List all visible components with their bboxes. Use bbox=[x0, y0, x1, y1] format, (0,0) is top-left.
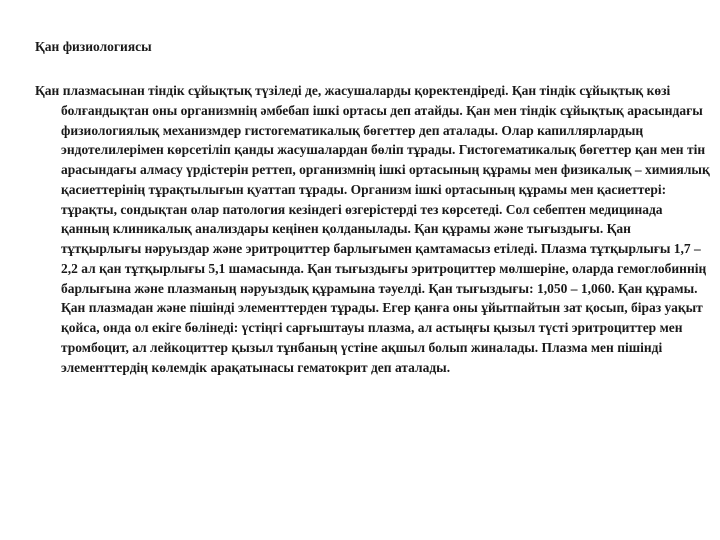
page-title: Қан физиологиясы bbox=[35, 39, 152, 54]
body-paragraph: Қан плазмасынан тіндік сұйықтық түзіледі де, жасушаларды қоректендіреді. Қан тіндік сұйықтық көзі болғандықтан оны организмнің әмбебап ішкі ортасы деп атайды. Қан мен тіндік сұйықтық арасындағы физиологиялық механизмдер гистогематикалық бөгеттер деп аталады. Олар капиллярлардың эндотелилерімен көрсетіліп қанды жасушалардан бөліп тұрады. Гистогематикалық бөгеттер қан мен тін арасындағы алмасу үрдістерін реттеп, организмнің ішкі ортасының құрамы мен физикалық – химиялық қасиеттерінің тұрақтылығын қуаттап тұрады. Организм ішкі ортасының құрамы мен қасиеттері: тұрақты, сондықтан олар патология кезіндегі өзгерістерді тез көрсетеді. Сол себептен медицинада қанның клиникалық анализдары кеңінен қолданылады. Қан құрамы және тығыздығы. Қан тұтқырлығы нәруыздар және эритроциттер барлығымен қамтамасыз етіледі. Плазма тұтқырлығы 1,7 – 2,2 ал қан тұтқырлығы 5,1 шамасында. Қан тығыздығы эритроциттер мөлшеріне, оларда гемоглобиннің барлығына және плазманың нәруыздық құрамына тәуелді. Қан тығыздығы: 1,050 – 1,060. Қан құрамы. Қан плазмадан және пішінді элементтерден тұрады. Егер қанға оны ұйытпайтын зат қосып, біраз уақыт қойса, онда ол екіге бөлінеді: үстіңгі сарғыштауы плазма, ал астыңғы қызыл түсті эритроциттер мен тромбоцит, ал лейкоциттер қызыл тұнбаның үстіне ақшыл болып жиналады. Плазма мен пішінді элементтердің көлемдік арақатынасы гематокрит деп аталады. bbox=[35, 83, 710, 375]
